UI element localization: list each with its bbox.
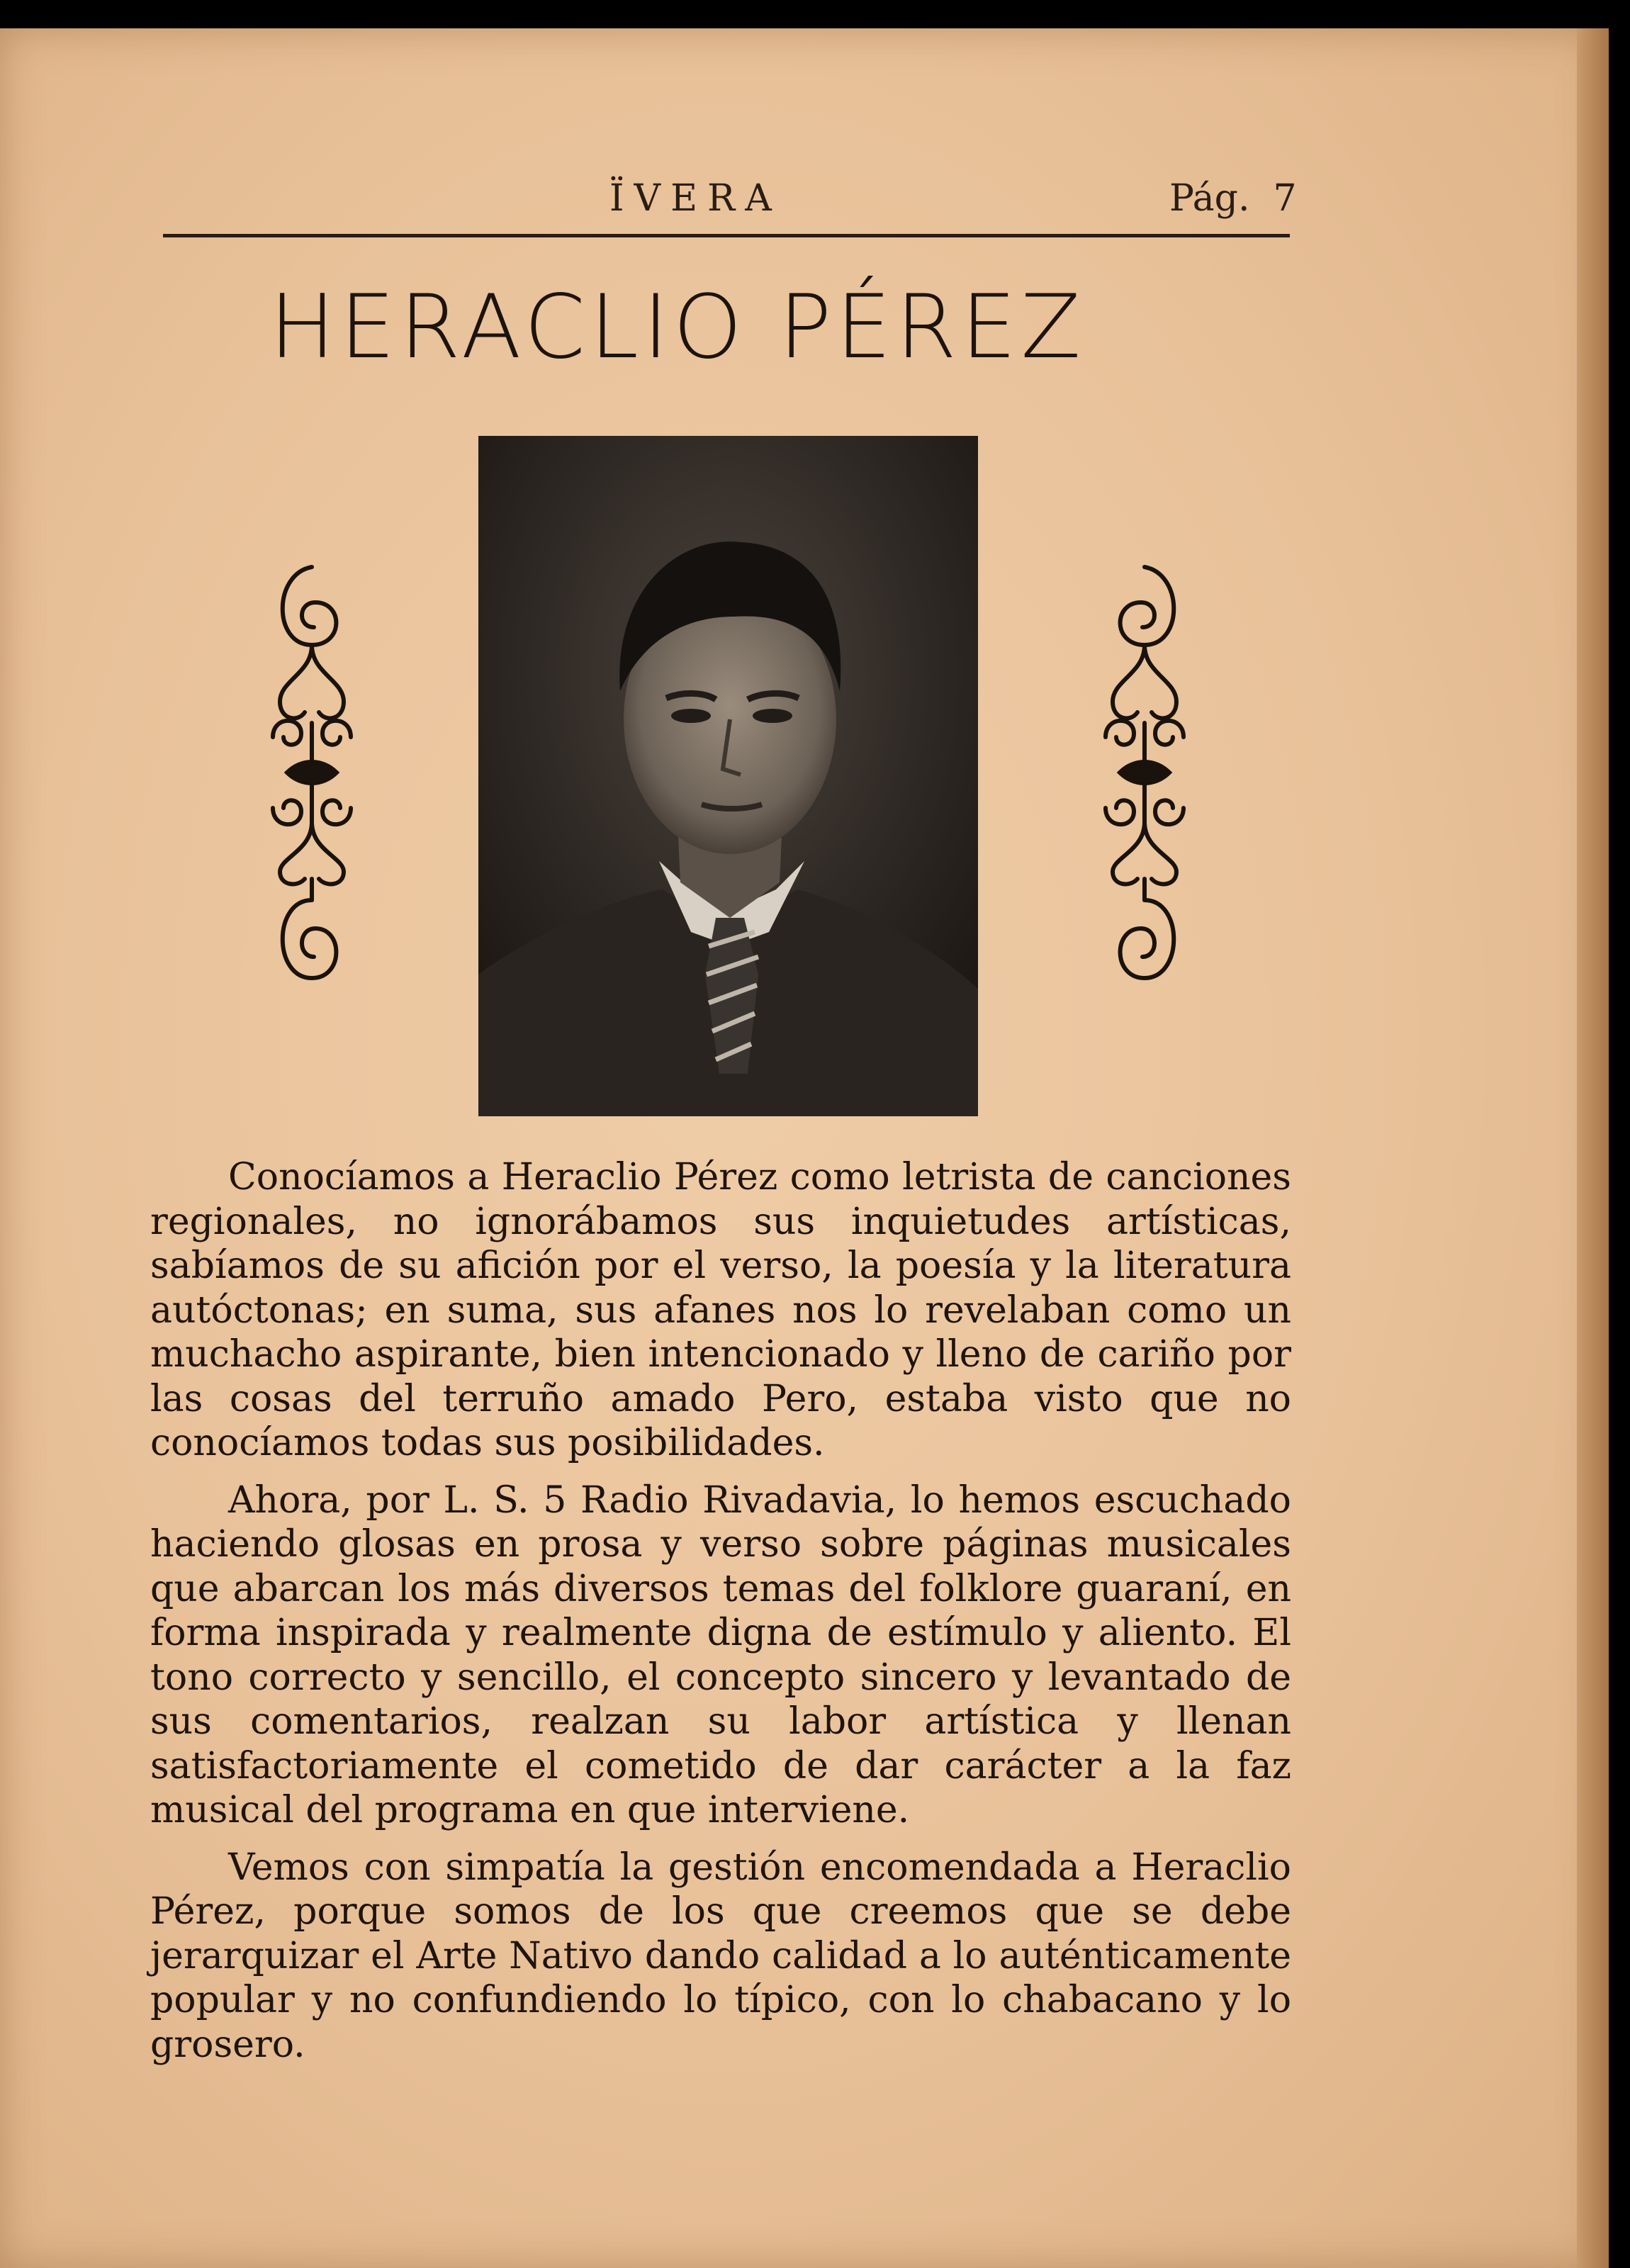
portrait-image bbox=[478, 436, 978, 1116]
paragraph-1: Conocíamos a Heraclio Pérez como letrista de canciones regionales, no ignorábamos sus inquietudes artísticas, sabíamos de su afición por el verso, la poesía y la literatura autóctonas; en suma, sus afanes nos lo revelaban como un muchacho aspirante, bien intencionado y lleno de cariño por las cosas del terruño amado Pero, estaba visto que no conocíamos todas sus posibilidades. bbox=[150, 1156, 1291, 1464]
page-number: Pág. 7 bbox=[1169, 177, 1297, 220]
article-title: HERACLIO PÉREZ bbox=[269, 276, 1086, 378]
page-edge bbox=[1577, 28, 1609, 2268]
scroll-ornament-icon bbox=[259, 560, 365, 985]
paragraph-3: Vemos con simpatía la gestión encomendada a Heraclio Pérez, porque somos de los que creemos que se debe jerarquizar el Arte Nativo dando calidad a lo auténticamente popular y no confundiendo lo típico, con lo chabacano y lo grosero. bbox=[150, 1846, 1291, 2066]
article-body bbox=[150, 1155, 1291, 2079]
portrait-photo bbox=[478, 436, 978, 1116]
scroll-ornament-icon bbox=[1091, 560, 1198, 985]
running-title: ÏVERA bbox=[609, 177, 782, 220]
header-rule bbox=[163, 234, 1290, 237]
paragraph-2: Ahora, por L. S. 5 Radio Rivadavia, lo hemos escuchado haciendo glosas en prosa y verso sobre páginas musicales que abarcan los más diversos temas del folklore guaraní, en forma inspirada y realmente digna de estímulo y aliento. El tono correcto y sencillo, el concepto sincero y levantado de sus comentarios, realzan su labor artística y llenan satisfactoriamente el cometido de dar carácter a la faz musical del programa en que interviene. bbox=[150, 1478, 1291, 1831]
